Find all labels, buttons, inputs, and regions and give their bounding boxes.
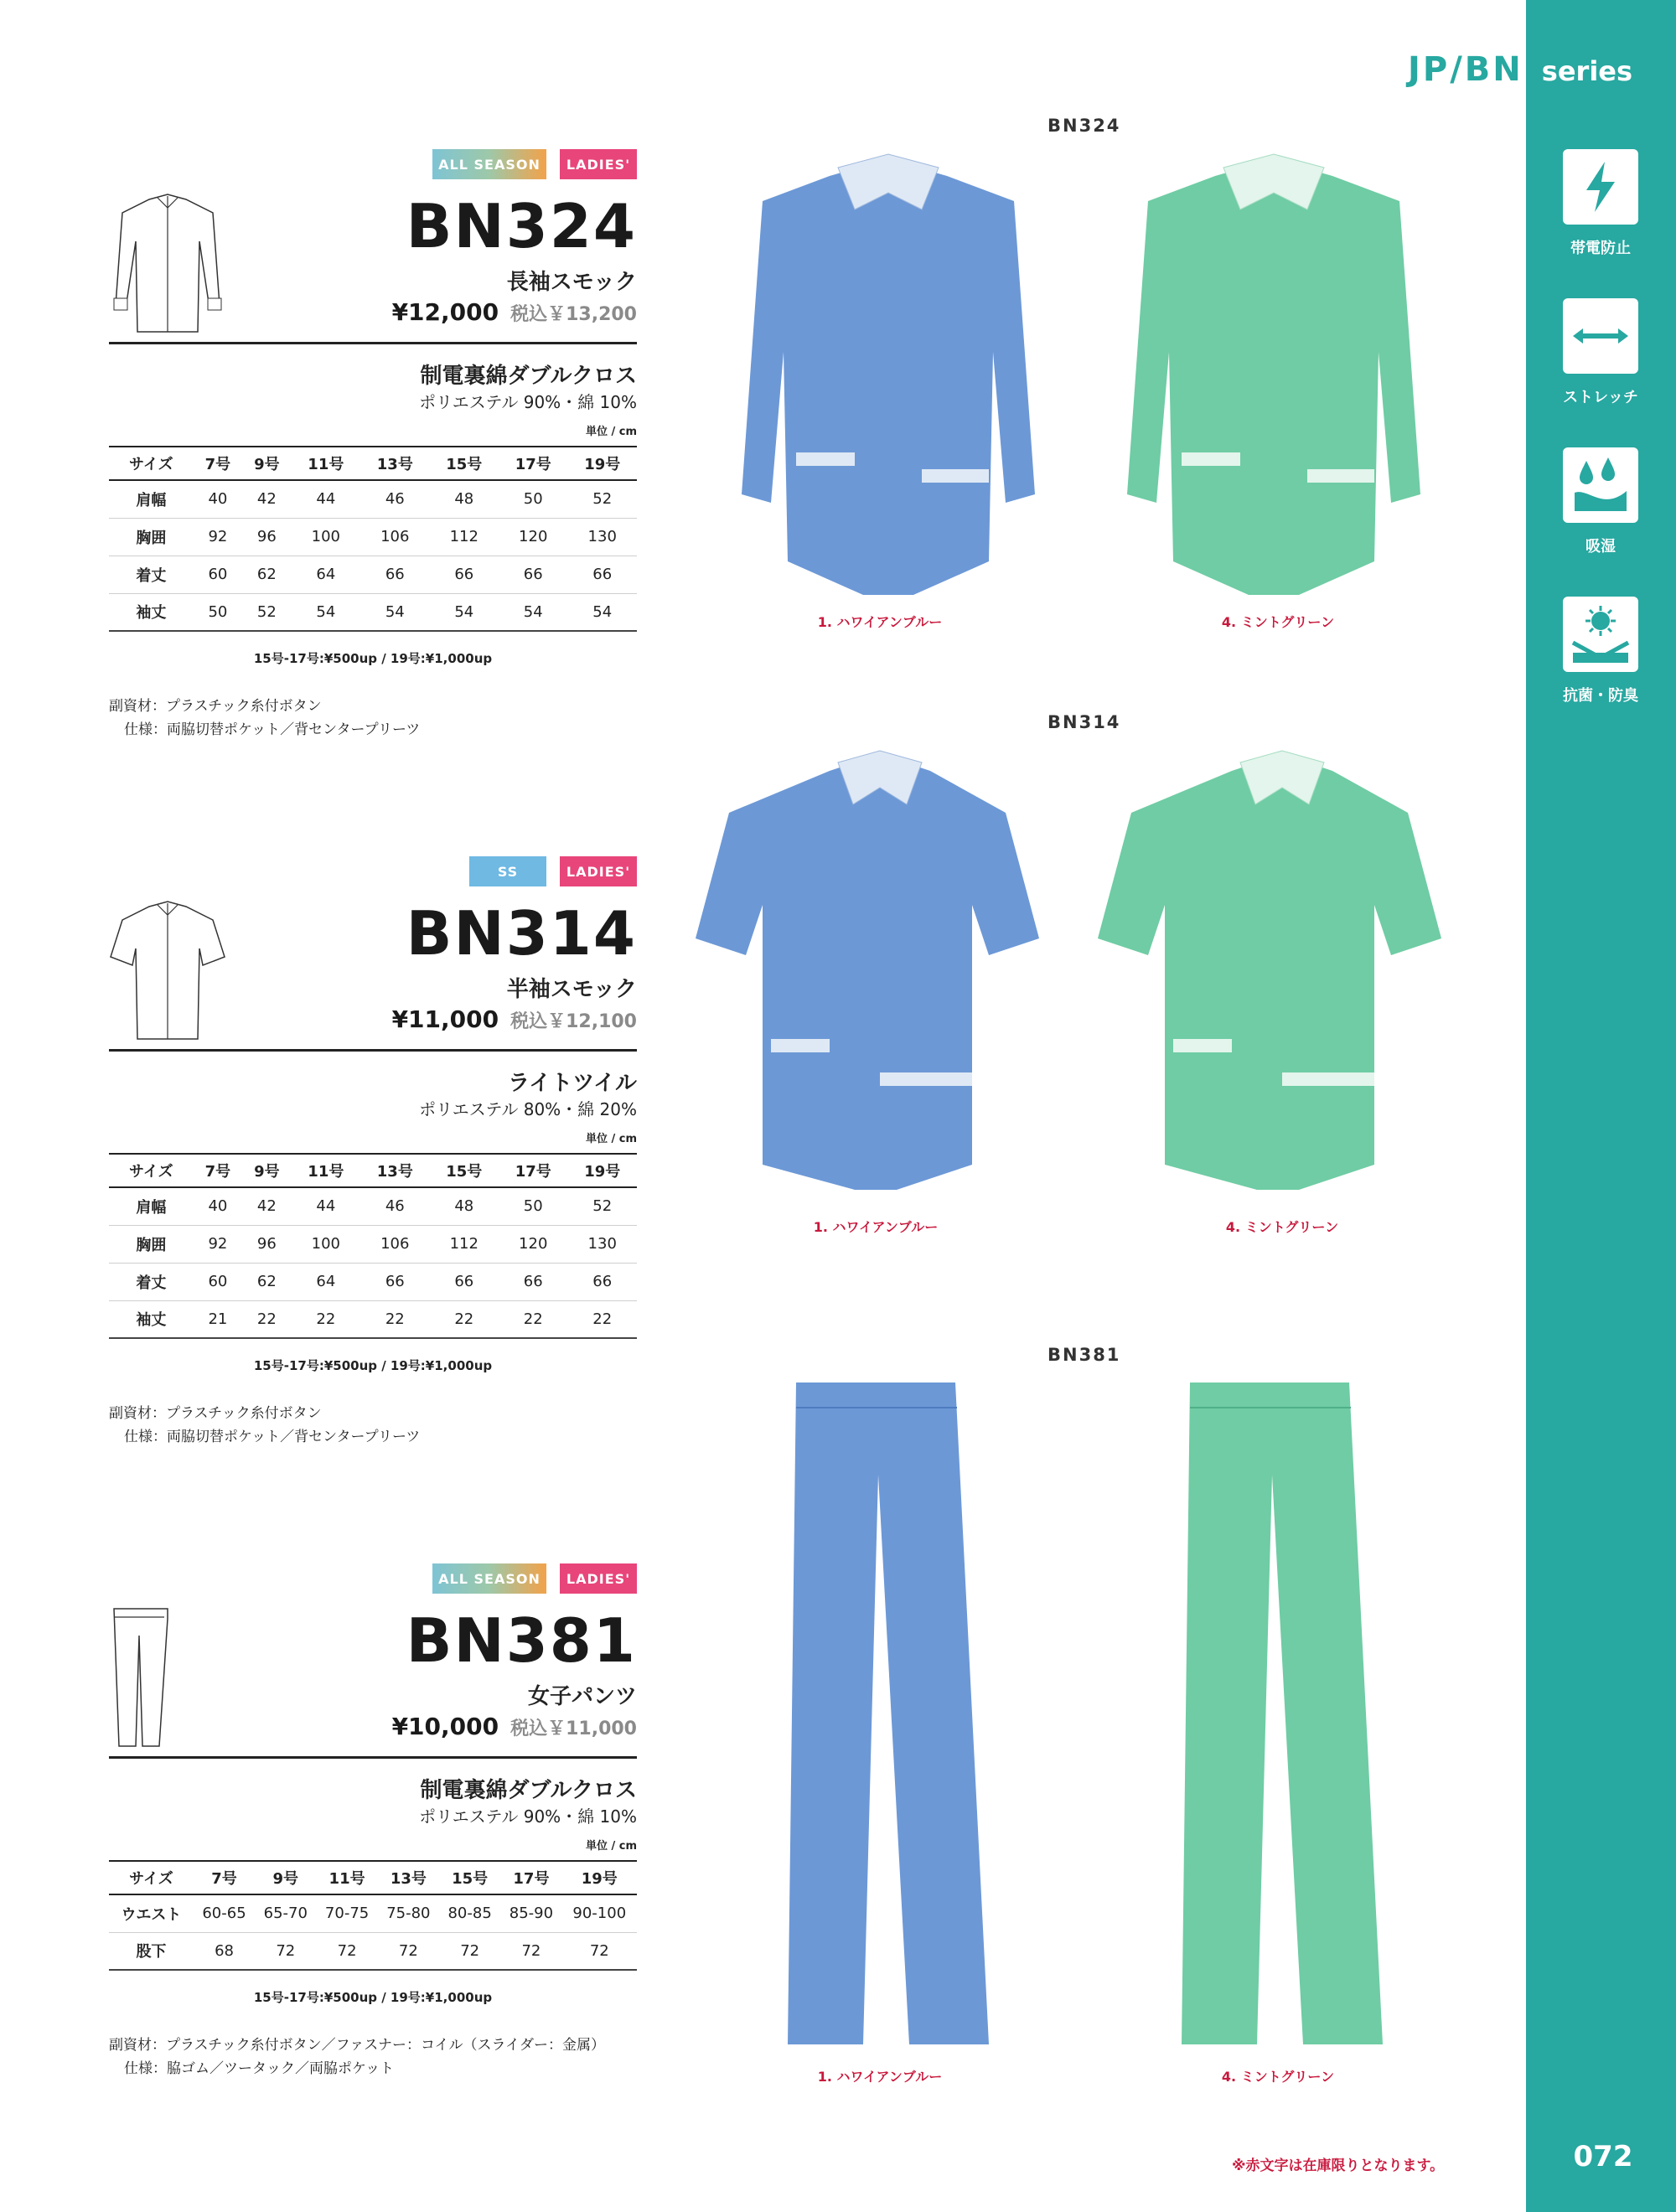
size-header-cell: 13号 [378, 1861, 439, 1894]
size-value: 22 [360, 1300, 429, 1338]
size-header-cell: 19号 [567, 1154, 637, 1187]
size-header-cell: 13号 [360, 447, 429, 480]
price-value: ¥12,000 [391, 298, 499, 326]
size-value: 62 [242, 556, 291, 593]
size-value: 72 [500, 1932, 561, 1970]
size-value: 72 [562, 1932, 637, 1970]
ss-badge: SS [469, 856, 546, 886]
size-value: 52 [567, 1187, 637, 1225]
product-code: BN381 [406, 1605, 637, 1676]
size-table [109, 446, 637, 632]
size-value: 50 [499, 1187, 567, 1225]
size-header-cell: 9号 [242, 1154, 291, 1187]
color-caption: 4. ミントグリーン [1225, 1219, 1339, 1235]
size-row-label: 肩幅 [109, 1187, 194, 1225]
size-value: 46 [360, 480, 429, 518]
size-header-cell: 9号 [242, 447, 291, 480]
size-value: 22 [567, 1300, 637, 1338]
bn381-blue-photo [771, 1374, 1006, 2061]
long-sleeve-smock-sketch [109, 191, 226, 333]
size-value: 100 [292, 1225, 360, 1263]
size-value: 106 [360, 1225, 429, 1263]
size-value: 54 [430, 593, 499, 631]
size-value: 54 [499, 593, 567, 631]
bn324-mint-photo [1089, 142, 1458, 603]
divider [109, 1756, 637, 1759]
color-caption: 1. ハワイアンブルー [817, 2069, 943, 2085]
size-header-cell: サイズ [109, 1861, 194, 1894]
fabric-name: ライトツイル [508, 1071, 637, 1096]
size-value: 46 [360, 1187, 429, 1225]
badge-group [432, 149, 637, 179]
size-value: 72 [439, 1932, 500, 1970]
stretch-arrows-icon [1563, 298, 1638, 374]
size-header-cell: 7号 [194, 447, 242, 480]
size-value: 22 [242, 1300, 291, 1338]
size-value: 60 [194, 556, 242, 593]
product-name: 女子パンツ [527, 1684, 637, 1709]
size-table [109, 1153, 637, 1339]
size-value: 54 [567, 593, 637, 631]
price [392, 298, 637, 326]
size-value: 50 [194, 593, 242, 631]
size-value: 72 [316, 1932, 377, 1970]
size-row [109, 1187, 637, 1225]
badge-group [432, 1563, 637, 1594]
series-title [1408, 50, 1676, 89]
product-bn381 [109, 1563, 637, 2100]
spec-note: 仕様：両脇切替ポケット／背センタープリーツ [124, 721, 421, 738]
size-value: 66 [567, 556, 637, 593]
product-code: BN324 [406, 191, 637, 261]
size-row [109, 1300, 637, 1338]
color-caption: 1. ハワイアンブルー [813, 1219, 939, 1235]
product-bn324 [109, 149, 637, 752]
size-value: 130 [567, 1225, 637, 1263]
size-header-cell: 11号 [316, 1861, 377, 1894]
color-caption: 4. ミントグリーン [1221, 2069, 1335, 2085]
size-row [109, 1932, 637, 1970]
size-value: 48 [430, 480, 499, 518]
ladies-badge: LADIES' [560, 1563, 637, 1594]
product-name: 半袖スモック [506, 977, 637, 1002]
size-header-cell: 9号 [255, 1861, 316, 1894]
size-row-label: ウエスト [109, 1894, 194, 1932]
size-header-row [109, 1154, 637, 1187]
materials-note: 副資材：プラスチック糸付ボタン [109, 698, 322, 715]
tax-price: 税込￥11,000 [510, 1718, 637, 1739]
size-value: 66 [430, 1263, 499, 1300]
unit-label: 単位 / cm [585, 1133, 637, 1145]
size-table [109, 1860, 637, 1971]
size-value: 66 [360, 556, 429, 593]
size-value: 22 [499, 1300, 567, 1338]
size-header-cell: 13号 [360, 1154, 429, 1187]
size-header-row [109, 1861, 637, 1894]
size-value: 66 [499, 1263, 567, 1300]
lightning-icon [1563, 149, 1638, 225]
size-value: 68 [194, 1932, 255, 1970]
spec-note: 仕様：両脇切替ポケット／背センタープリーツ [124, 1429, 421, 1445]
feature-stretch: ストレッチ [1563, 298, 1638, 407]
size-value: 54 [292, 593, 360, 631]
product-bn314 [109, 856, 637, 1460]
size-value: 120 [499, 518, 567, 556]
size-value: 66 [360, 1263, 429, 1300]
size-row [109, 1894, 637, 1932]
pants-sketch [109, 1605, 226, 1748]
feature-absorb: 吸湿 [1563, 447, 1638, 556]
size-row-label: 袖丈 [109, 1300, 194, 1338]
size-header-cell: 17号 [499, 447, 567, 480]
size-row [109, 556, 637, 593]
size-header-cell: サイズ [109, 1154, 194, 1187]
divider [109, 1049, 637, 1052]
size-row [109, 593, 637, 631]
color-caption: 4. ミントグリーン [1221, 614, 1335, 630]
size-row-label: 着丈 [109, 1263, 194, 1300]
all-season-badge: ALL SEASON [432, 1563, 546, 1594]
size-value: 22 [292, 1300, 360, 1338]
size-value: 65-70 [255, 1894, 316, 1932]
size-up-note: 15号-17号:¥500up / 19号:¥1,000up [253, 1358, 493, 1373]
size-value: 112 [430, 518, 499, 556]
page-number: 072 [1573, 2140, 1633, 2173]
size-row-label: 着丈 [109, 556, 194, 593]
bn314-blue-photo [687, 746, 1056, 1190]
size-header-cell: 15号 [439, 1861, 500, 1894]
bn381-mint-photo [1165, 1374, 1399, 2061]
size-value: 72 [255, 1932, 316, 1970]
size-value: 22 [430, 1300, 499, 1338]
fabric-composition: ポリエステル 90%・綿 10% [419, 1806, 637, 1827]
series-prefix: JP/BN [1408, 50, 1523, 89]
size-header-cell: 19号 [562, 1861, 637, 1894]
size-value: 44 [292, 1187, 360, 1225]
size-value: 60 [194, 1263, 242, 1300]
size-value: 50 [499, 480, 567, 518]
size-value: 85-90 [500, 1894, 561, 1932]
bn314-mint-photo [1089, 746, 1458, 1190]
size-value: 52 [567, 480, 637, 518]
materials-note: 副資材：プラスチック糸付ボタン [109, 1405, 322, 1422]
size-value: 100 [292, 518, 360, 556]
size-header-cell: 11号 [292, 1154, 360, 1187]
product-code: BN314 [406, 898, 637, 969]
price-value: ¥11,000 [391, 1005, 499, 1033]
ladies-badge: LADIES' [560, 149, 637, 179]
size-value: 64 [292, 1263, 360, 1300]
size-value: 62 [242, 1263, 291, 1300]
size-up-note: 15号-17号:¥500up / 19号:¥1,000up [253, 1990, 493, 2005]
unit-label: 単位 / cm [585, 1840, 637, 1853]
size-value: 75-80 [378, 1894, 439, 1932]
size-value: 130 [567, 518, 637, 556]
antibacterial-icon [1563, 597, 1638, 672]
size-value: 42 [242, 480, 291, 518]
tax-price: 税込￥12,100 [510, 1011, 637, 1032]
size-value: 96 [242, 518, 291, 556]
materials-note: 副資材：プラスチック糸付ボタン／ファスナー：コイル（スライダー：金属） [109, 2037, 605, 2054]
size-value: 42 [242, 1187, 291, 1225]
size-row-label: 肩幅 [109, 480, 194, 518]
size-value: 64 [292, 556, 360, 593]
ladies-badge: LADIES' [560, 856, 637, 886]
size-value: 21 [194, 1300, 242, 1338]
water-drops-icon [1563, 447, 1638, 523]
tax-price: 税込￥13,200 [510, 304, 637, 325]
size-up-note: 15号-17号:¥500up / 19号:¥1,000up [253, 651, 493, 666]
photo-model-label: BN381 [1048, 1345, 1121, 1365]
size-header-cell: 19号 [567, 447, 637, 480]
size-value: 40 [194, 480, 242, 518]
size-value: 92 [194, 1225, 242, 1263]
size-row-label: 胸囲 [109, 518, 194, 556]
size-header-row [109, 447, 637, 480]
bn324-blue-photo [704, 142, 1073, 603]
unit-label: 単位 / cm [585, 426, 637, 438]
fabric-name: 制電裏綿ダブルクロス [420, 364, 637, 389]
price-value: ¥10,000 [391, 1713, 499, 1740]
size-row-label: 袖丈 [109, 593, 194, 631]
photo-model-label: BN324 [1048, 116, 1121, 136]
badge-group [469, 856, 637, 886]
spec-note: 仕様：脇ゴム／ツータック／両脇ポケット [124, 2060, 395, 2077]
size-value: 120 [499, 1225, 567, 1263]
size-value: 52 [242, 593, 291, 631]
price [392, 1713, 637, 1740]
feature-antistatic: 帯電防止 [1563, 149, 1638, 258]
size-row-label: 股下 [109, 1932, 194, 1970]
short-sleeve-smock-sketch [109, 898, 226, 1041]
size-header-cell: 15号 [430, 447, 499, 480]
feature-antibacterial: 抗菌・防臭 [1563, 597, 1638, 705]
size-row [109, 480, 637, 518]
size-value: 70-75 [316, 1894, 377, 1932]
divider [109, 342, 637, 344]
stock-footnote: ※赤文字は在庫限りとなります。 [1232, 2158, 1445, 2174]
size-header-cell: 11号 [292, 447, 360, 480]
size-value: 106 [360, 518, 429, 556]
fabric-composition: ポリエステル 80%・綿 20% [419, 1099, 637, 1119]
size-header-cell: サイズ [109, 447, 194, 480]
color-caption: 1. ハワイアンブルー [817, 614, 943, 630]
size-value: 80-85 [439, 1894, 500, 1932]
size-value: 60-65 [194, 1894, 255, 1932]
fabric-composition: ポリエステル 90%・綿 10% [419, 392, 637, 412]
size-value: 66 [567, 1263, 637, 1300]
photo-model-label: BN314 [1048, 712, 1121, 732]
size-header-cell: 7号 [194, 1861, 255, 1894]
fabric-name: 制電裏綿ダブルクロス [420, 1778, 637, 1803]
size-value: 112 [430, 1225, 499, 1263]
size-row [109, 1263, 637, 1300]
price [392, 1005, 637, 1033]
size-value: 54 [360, 593, 429, 631]
size-row-label: 胸囲 [109, 1225, 194, 1263]
size-header-cell: 17号 [499, 1154, 567, 1187]
size-header-cell: 15号 [430, 1154, 499, 1187]
size-row [109, 1225, 637, 1263]
size-value: 66 [430, 556, 499, 593]
product-name: 長袖スモック [506, 270, 637, 295]
size-header-cell: 17号 [500, 1861, 561, 1894]
size-value: 90-100 [562, 1894, 637, 1932]
size-value: 48 [430, 1187, 499, 1225]
series-suffix: series [1541, 55, 1633, 87]
size-header-cell: 7号 [194, 1154, 242, 1187]
size-value: 40 [194, 1187, 242, 1225]
all-season-badge: ALL SEASON [432, 149, 546, 179]
size-value: 44 [292, 480, 360, 518]
size-value: 72 [378, 1932, 439, 1970]
size-row [109, 518, 637, 556]
size-value: 66 [499, 556, 567, 593]
size-value: 96 [242, 1225, 291, 1263]
size-value: 92 [194, 518, 242, 556]
